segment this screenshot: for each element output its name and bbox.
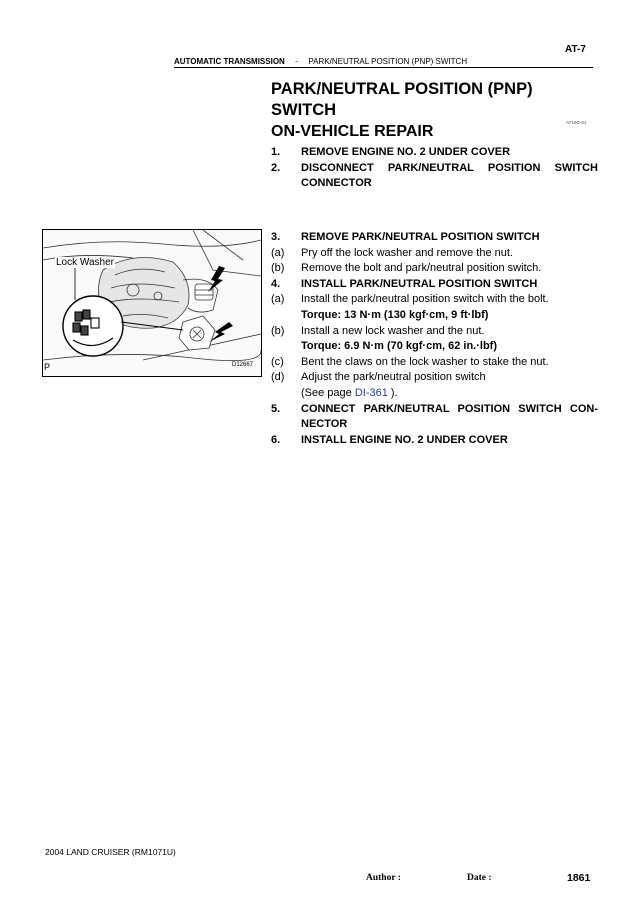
page-number: 1861: [567, 872, 591, 884]
step-row: (a) Pry off the lock washer and remove the nut.: [271, 246, 513, 259]
page-title-line1: PARK/NEUTRAL POSITION (PNP): [271, 80, 533, 98]
step-row: 4. INSTALL PARK/NEUTRAL POSITION SWITCH: [271, 277, 538, 290]
step-row: (b) Install a new lock washer and the nut.: [271, 324, 485, 337]
step-row: (b) Remove the bolt and park/neutral position switch.: [271, 262, 542, 275]
steps-top: [271, 145, 598, 192]
header-section: AUTOMATIC TRANSMISSION: [174, 57, 285, 66]
section-subtitle: ON-VEHICLE REPAIR: [271, 123, 434, 140]
step-row: (a) Install the park/neutral position switch with the bolt.: [271, 293, 549, 306]
torque-spec: Torque: 6.9 N·m (70 kgf·cm, 62 in.·lbf): [301, 340, 497, 353]
step-row: NECTOR: [301, 418, 348, 431]
step-row: (c) Bent the claws on the lock washer to stake the nut.: [271, 355, 549, 368]
pnp-switch-illustration: [42, 229, 262, 377]
running-header: [174, 57, 592, 66]
header-rule: [174, 67, 593, 68]
figure-corner-mark: P: [44, 362, 51, 372]
figure-id: D12667: [232, 362, 254, 368]
title-code: AT10G-01: [566, 120, 587, 125]
footer-model: 2004 LAND CRUISER (RM1071U): [45, 847, 176, 857]
page-label: AT-7: [565, 44, 586, 55]
torque-spec: Torque: 13 N·m (130 kgf·cm, 9 ft·lbf): [301, 308, 489, 321]
header-separator: -: [295, 57, 298, 66]
step-row: 3. REMOVE PARK/NEUTRAL POSITION SWITCH: [271, 231, 540, 243]
page-title: [271, 79, 571, 121]
steps-main: [271, 230, 598, 448]
illustration-drawing: [43, 230, 261, 376]
page-title-line2: SWITCH: [271, 101, 337, 119]
page-reference-link[interactable]: DI-361: [354, 386, 388, 399]
lock-washer-callout: Lock Washer: [56, 257, 114, 268]
step-row: 5. CONNECT PARK/NEUTRAL POSITION SWITCH CON-: [271, 402, 598, 415]
step-row: 2. DISCONNECT PARK/NEUTRAL POSITION SWITCH: [271, 161, 598, 174]
page-reference: (See page DI-361 ).: [301, 386, 398, 399]
step-row: CONNECTOR: [301, 177, 372, 190]
date-label: Date :: [467, 873, 492, 883]
step-row: (d) Adjust the park/neutral position switch: [271, 371, 486, 384]
author-label: Author :: [366, 873, 401, 883]
step-row: 1. REMOVE ENGINE NO. 2 UNDER COVER: [271, 146, 511, 158]
header-topic: PARK/NEUTRAL POSITION (PNP) SWITCH: [308, 57, 468, 66]
step-row: 6. INSTALL ENGINE NO. 2 UNDER COVER: [271, 433, 508, 446]
